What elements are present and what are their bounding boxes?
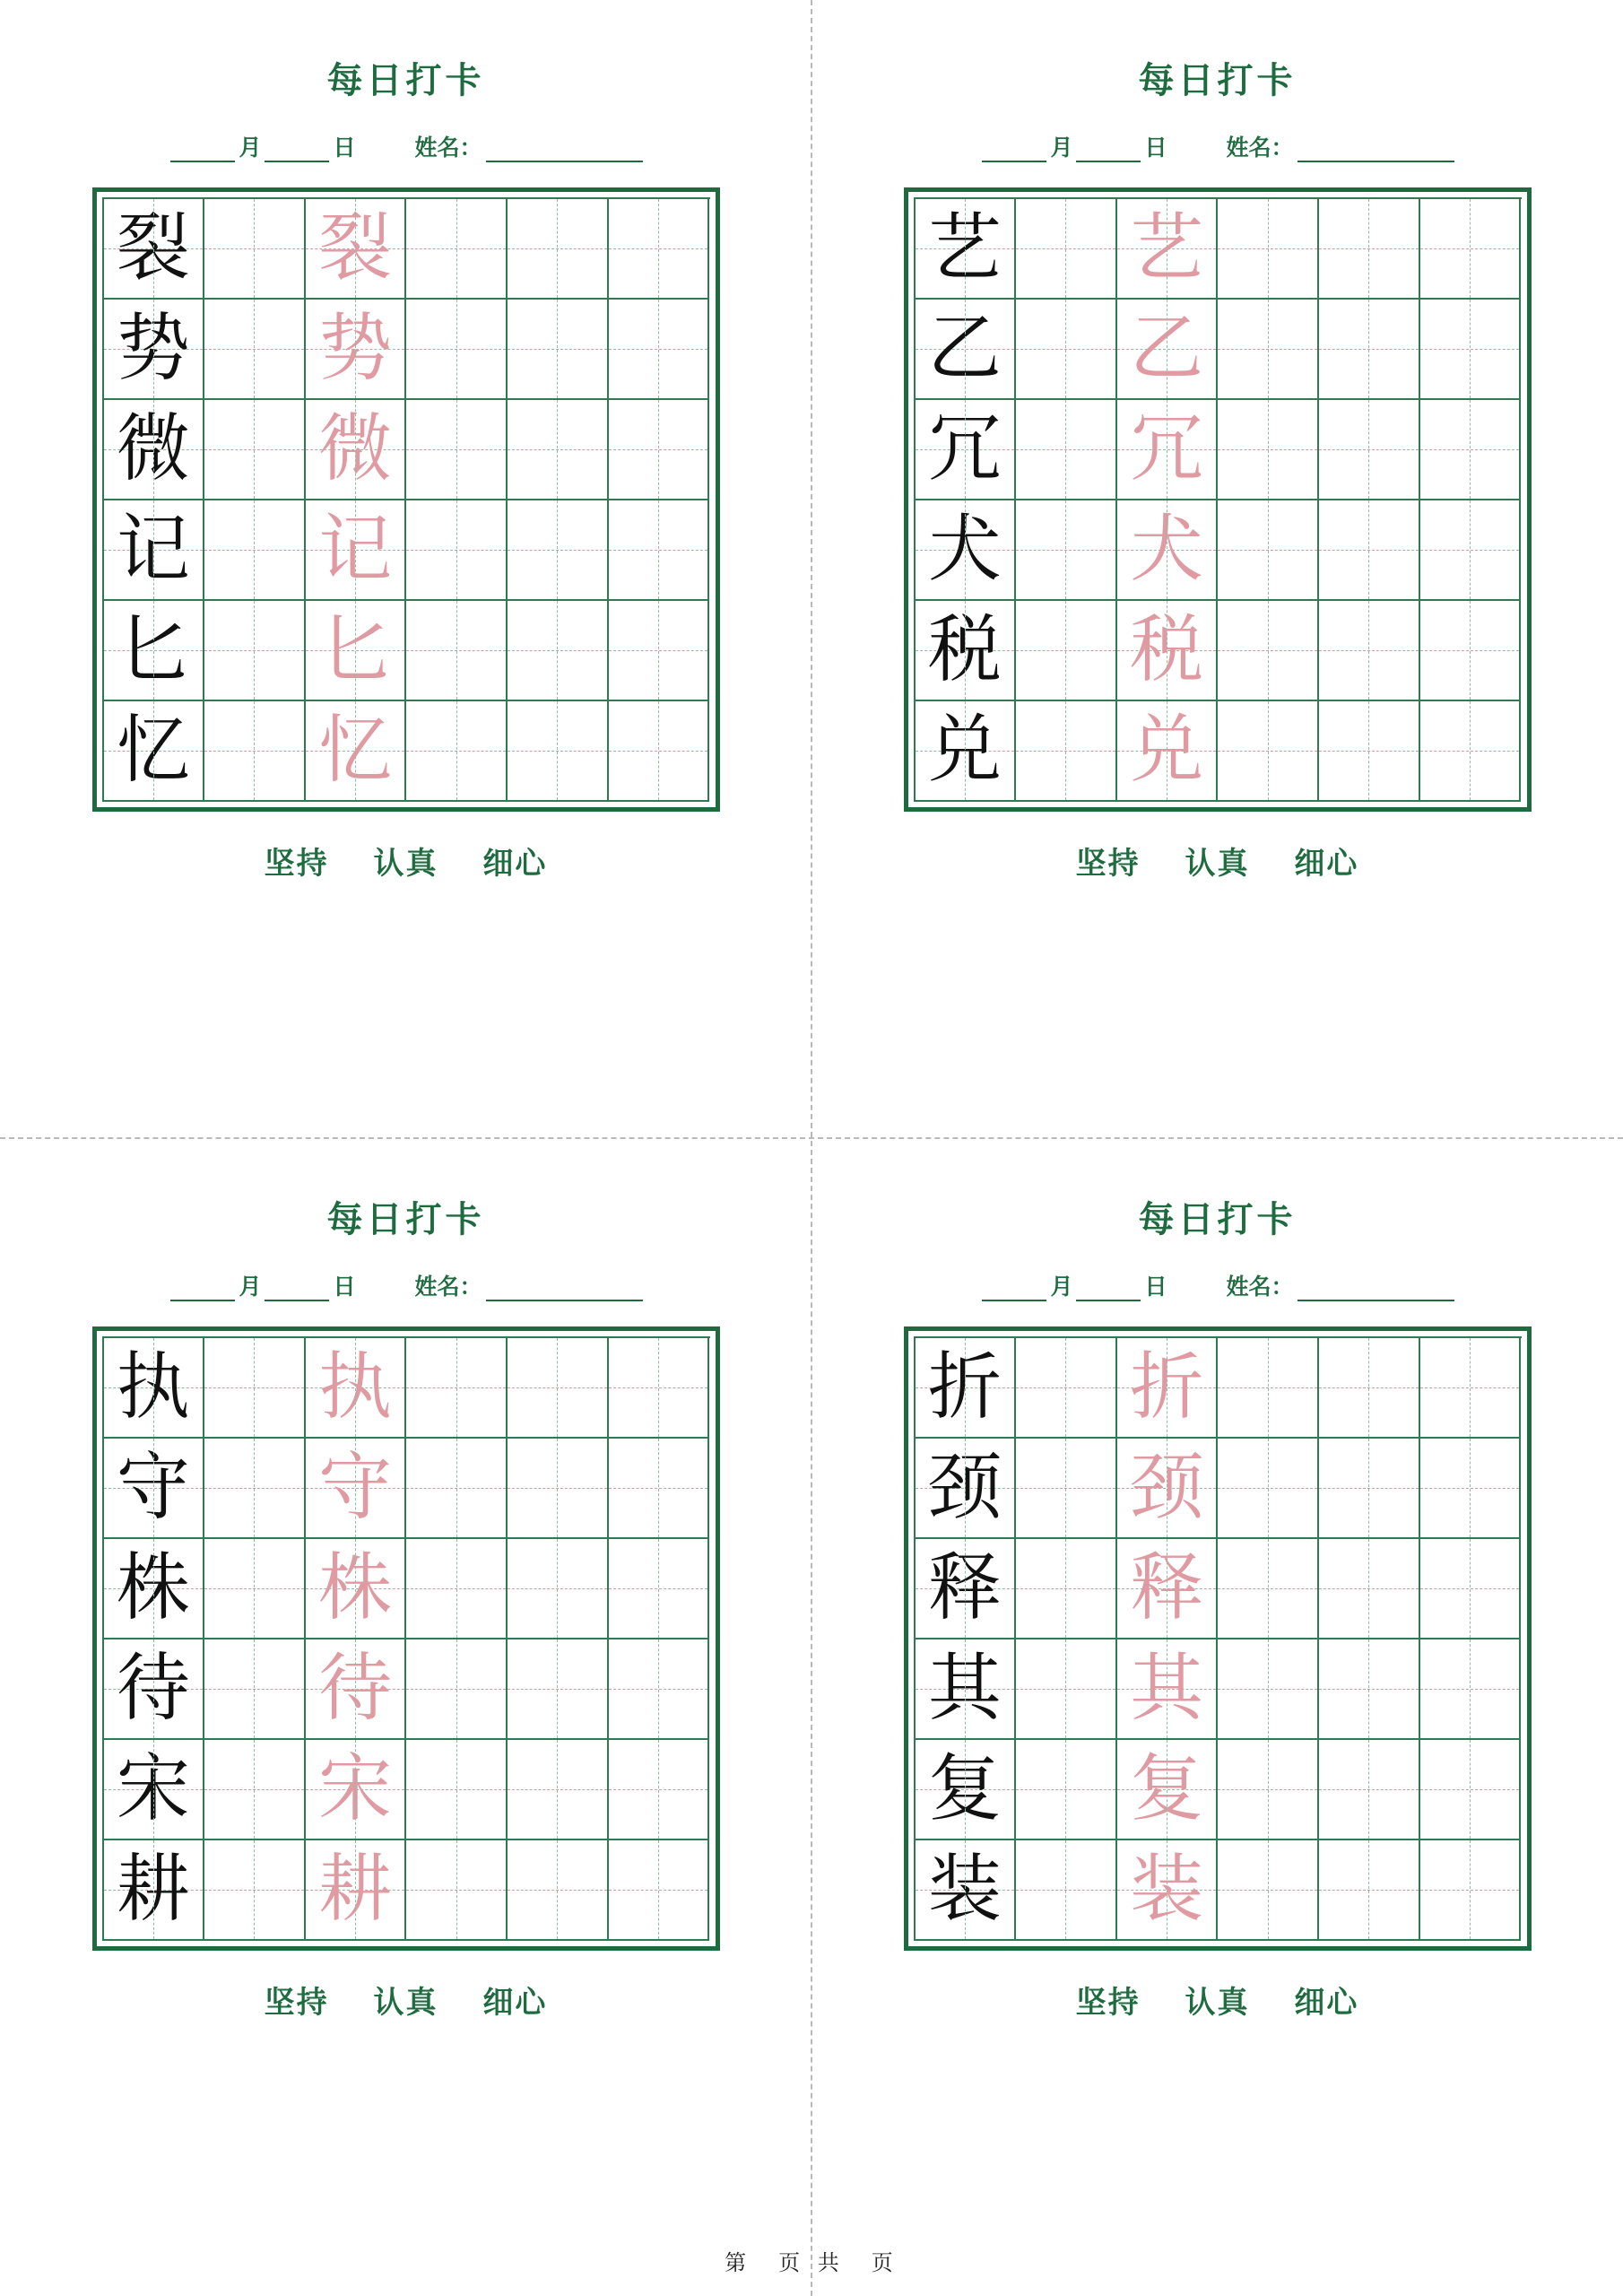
character-glyph-trace: 待 bbox=[318, 1646, 393, 1731]
grid-cell-empty[interactable] bbox=[1218, 1539, 1319, 1639]
grid-cell-trace[interactable] bbox=[1117, 1740, 1219, 1840]
grid-cell-empty[interactable] bbox=[1420, 500, 1522, 601]
meta-row bbox=[812, 1269, 1623, 1301]
character-glyph-trace: 宋 bbox=[318, 1746, 393, 1831]
character-glyph-trace: 执 bbox=[318, 1344, 393, 1430]
character-glyph: 裂 bbox=[116, 205, 190, 291]
grid-cell-empty[interactable] bbox=[609, 300, 710, 400]
day-input[interactable] bbox=[265, 139, 329, 162]
grid-cell-trace[interactable] bbox=[1117, 1539, 1219, 1639]
practice-card-top-right bbox=[812, 27, 1623, 883]
character-glyph-trace: 颈 bbox=[1130, 1445, 1204, 1530]
character-glyph: 记 bbox=[116, 507, 190, 592]
practice-card-bottom-left bbox=[0, 1166, 812, 2022]
grid-cell-trace[interactable] bbox=[1117, 701, 1219, 802]
grid-cell-empty[interactable] bbox=[204, 400, 306, 500]
character-glyph: 艺 bbox=[927, 205, 1002, 291]
grid-cell-empty[interactable] bbox=[1319, 400, 1420, 500]
character-glyph: 势 bbox=[116, 306, 190, 391]
grid-cell-empty[interactable] bbox=[1218, 300, 1319, 400]
grid-cell-trace[interactable] bbox=[306, 701, 407, 802]
grid-cell-empty[interactable] bbox=[1016, 300, 1117, 400]
name-label: 姓名： bbox=[414, 135, 482, 161]
grid-cell-trace[interactable] bbox=[1117, 199, 1219, 300]
grid-cell-empty[interactable] bbox=[609, 1439, 710, 1539]
practice-card-bottom-right bbox=[812, 1166, 1623, 2022]
grid-cell-trace[interactable] bbox=[306, 500, 407, 601]
grid-cell-empty[interactable] bbox=[1420, 701, 1522, 802]
grid-cell-trace[interactable] bbox=[1117, 500, 1219, 601]
grid-cell-empty[interactable] bbox=[1420, 1439, 1522, 1539]
character-glyph: 耕 bbox=[116, 1847, 190, 1932]
grid-cell-empty[interactable] bbox=[1319, 1539, 1420, 1639]
motto-word: 细心 bbox=[482, 846, 548, 882]
page-title: 每日打卡 bbox=[1138, 1198, 1297, 1240]
grid-cell-empty[interactable] bbox=[1016, 199, 1117, 300]
month-unit-label: 月 bbox=[239, 135, 262, 161]
grid-cell-empty[interactable] bbox=[204, 199, 306, 300]
character-glyph: 乙 bbox=[927, 306, 1002, 391]
grid-cell-empty[interactable] bbox=[508, 1338, 609, 1439]
motto-word: 细心 bbox=[1294, 846, 1359, 882]
motto-row bbox=[812, 1978, 1623, 2022]
name-input[interactable] bbox=[1298, 139, 1454, 162]
grid-cell-empty[interactable] bbox=[1319, 199, 1420, 300]
grid-cell-ink[interactable] bbox=[916, 1639, 1017, 1740]
grid-cell-ink[interactable] bbox=[916, 1338, 1017, 1439]
grid-cell-trace[interactable] bbox=[306, 1840, 407, 1941]
character-glyph: 微 bbox=[116, 406, 190, 491]
character-glyph-trace: 其 bbox=[1130, 1646, 1204, 1731]
grid-cell-empty[interactable] bbox=[406, 500, 508, 601]
grid-cell-ink[interactable] bbox=[916, 300, 1017, 400]
motto-word: 细心 bbox=[1294, 1985, 1359, 2021]
grid-cell-ink[interactable] bbox=[104, 601, 205, 701]
name-input[interactable] bbox=[486, 139, 643, 162]
grid-cell-empty[interactable] bbox=[1016, 1439, 1117, 1539]
grid-cell-empty[interactable] bbox=[204, 701, 306, 802]
grid-cell-empty[interactable] bbox=[508, 300, 609, 400]
grid-cell-empty[interactable] bbox=[1319, 1740, 1420, 1840]
motto-word: 坚持 bbox=[264, 846, 329, 882]
grid-cell-ink[interactable] bbox=[916, 601, 1017, 701]
motto-word: 坚持 bbox=[1075, 1985, 1141, 2021]
character-glyph-trace: 犬 bbox=[1130, 507, 1204, 592]
grid-cell-empty[interactable] bbox=[1016, 1639, 1117, 1740]
grid-cell-empty[interactable] bbox=[508, 1439, 609, 1539]
grid-cell-empty[interactable] bbox=[406, 1338, 508, 1439]
grid-cell-empty[interactable] bbox=[1016, 500, 1117, 601]
month-input[interactable] bbox=[170, 139, 235, 162]
grid-cell-ink[interactable] bbox=[104, 300, 205, 400]
grid-cell-empty[interactable] bbox=[508, 400, 609, 500]
month-unit-label: 月 bbox=[239, 1274, 262, 1300]
grid-cell-empty[interactable] bbox=[204, 300, 306, 400]
grid-cell-trace[interactable] bbox=[1117, 300, 1219, 400]
grid-cell-trace[interactable] bbox=[306, 400, 407, 500]
grid-cell-empty[interactable] bbox=[508, 199, 609, 300]
character-glyph-trace: 忆 bbox=[318, 708, 393, 793]
day-input[interactable] bbox=[1076, 1278, 1141, 1301]
meta-row bbox=[812, 130, 1623, 162]
character-glyph-trace: 艺 bbox=[1130, 205, 1204, 291]
day-input[interactable] bbox=[265, 1278, 329, 1301]
month-unit-label: 月 bbox=[1050, 135, 1073, 161]
grid-cell-empty[interactable] bbox=[609, 500, 710, 601]
grid-cell-empty[interactable] bbox=[1420, 601, 1522, 701]
grid-cell-ink[interactable] bbox=[104, 1338, 205, 1439]
name-label: 姓名： bbox=[1226, 135, 1294, 161]
grid-cell-empty[interactable] bbox=[1319, 1840, 1420, 1941]
character-glyph-trace: 势 bbox=[318, 306, 393, 391]
grid-cell-empty[interactable] bbox=[1420, 300, 1522, 400]
name-label: 姓名： bbox=[1226, 1274, 1294, 1300]
grid-cell-empty[interactable] bbox=[609, 1539, 710, 1639]
character-glyph-trace: 记 bbox=[318, 507, 393, 592]
grid-cell-ink[interactable] bbox=[104, 1840, 205, 1941]
grid-cell-empty[interactable] bbox=[1420, 1840, 1522, 1941]
grid-cell-empty[interactable] bbox=[204, 1639, 306, 1740]
day-unit-label: 日 bbox=[1144, 135, 1167, 161]
grid-cell-empty[interactable] bbox=[204, 1539, 306, 1639]
grid-cell-empty[interactable] bbox=[1420, 1639, 1522, 1740]
character-glyph: 待 bbox=[116, 1646, 190, 1731]
grid-cell-empty[interactable] bbox=[508, 1639, 609, 1740]
character-glyph: 折 bbox=[927, 1344, 1002, 1430]
grid-cell-empty[interactable] bbox=[1016, 1740, 1117, 1840]
grid-cell-trace[interactable] bbox=[306, 1740, 407, 1840]
grid-cell-trace[interactable] bbox=[306, 1338, 407, 1439]
grid-cell-ink[interactable] bbox=[104, 1740, 205, 1840]
grid-cell-empty[interactable] bbox=[508, 1740, 609, 1840]
grid-cell-trace[interactable] bbox=[1117, 1639, 1219, 1740]
grid-cell-ink[interactable] bbox=[916, 400, 1017, 500]
character-glyph: 装 bbox=[927, 1847, 1002, 1932]
name-label: 姓名： bbox=[414, 1274, 482, 1300]
grid-cell-ink[interactable] bbox=[916, 1439, 1017, 1539]
page-title: 每日打卡 bbox=[326, 59, 485, 101]
grid-cell-empty[interactable] bbox=[1218, 500, 1319, 601]
grid-cell-empty[interactable] bbox=[609, 400, 710, 500]
motto-word: 认真 bbox=[373, 846, 438, 882]
grid-cell-empty[interactable] bbox=[406, 300, 508, 400]
character-glyph: 冗 bbox=[927, 406, 1002, 491]
grid-cell-empty[interactable] bbox=[406, 1740, 508, 1840]
character-grid bbox=[92, 1326, 720, 1951]
character-glyph-trace: 释 bbox=[1130, 1545, 1204, 1631]
character-glyph: 颈 bbox=[927, 1445, 1002, 1530]
character-glyph-trace: 匕 bbox=[318, 607, 393, 692]
grid-cell-empty[interactable] bbox=[406, 601, 508, 701]
page-title: 每日打卡 bbox=[326, 1198, 485, 1240]
motto-word: 认真 bbox=[373, 1985, 438, 2021]
motto-row bbox=[0, 1978, 812, 2022]
grid-cell-empty[interactable] bbox=[1218, 1338, 1319, 1439]
month-input[interactable] bbox=[982, 139, 1046, 162]
character-glyph: 株 bbox=[116, 1545, 190, 1631]
grid-cell-empty[interactable] bbox=[406, 1639, 508, 1740]
grid-cell-trace[interactable] bbox=[306, 1439, 407, 1539]
grid-cell-empty[interactable] bbox=[406, 1840, 508, 1941]
grid-cell-ink[interactable] bbox=[916, 500, 1017, 601]
grid-cell-ink[interactable] bbox=[104, 701, 205, 802]
name-input[interactable] bbox=[486, 1278, 643, 1301]
character-glyph-trace: 耕 bbox=[318, 1847, 393, 1932]
grid-cell-trace[interactable] bbox=[1117, 601, 1219, 701]
grid-cell-empty[interactable] bbox=[1420, 1539, 1522, 1639]
meta-row bbox=[0, 1269, 812, 1301]
character-glyph: 其 bbox=[927, 1646, 1002, 1731]
grid-cell-empty[interactable] bbox=[1218, 601, 1319, 701]
grid-cell-empty[interactable] bbox=[204, 1740, 306, 1840]
motto-word: 认真 bbox=[1185, 1985, 1250, 2021]
motto-row bbox=[812, 839, 1623, 883]
grid-cell-empty[interactable] bbox=[1319, 1639, 1420, 1740]
grid-cell-empty[interactable] bbox=[406, 1439, 508, 1539]
character-glyph-trace: 微 bbox=[318, 406, 393, 491]
character-grid bbox=[904, 187, 1532, 812]
grid-cell-ink[interactable] bbox=[104, 1439, 205, 1539]
motto-row bbox=[0, 839, 812, 883]
character-glyph-trace: 复 bbox=[1130, 1746, 1204, 1831]
day-unit-label: 日 bbox=[333, 135, 356, 161]
grid-cell-ink[interactable] bbox=[916, 1740, 1017, 1840]
motto-word: 认真 bbox=[1185, 846, 1250, 882]
character-glyph-trace: 折 bbox=[1130, 1344, 1204, 1430]
day-unit-label: 日 bbox=[1144, 1274, 1167, 1300]
grid-cell-empty[interactable] bbox=[1420, 1740, 1522, 1840]
month-unit-label: 月 bbox=[1050, 1274, 1073, 1300]
meta-row bbox=[0, 130, 812, 162]
grid-cell-ink[interactable] bbox=[104, 1539, 205, 1639]
grid-cell-empty[interactable] bbox=[508, 1539, 609, 1639]
grid-cell-empty[interactable] bbox=[1420, 199, 1522, 300]
grid-cell-empty[interactable] bbox=[204, 1840, 306, 1941]
grid-cell-empty[interactable] bbox=[1016, 1539, 1117, 1639]
page-footer: 第 页 共 页 bbox=[725, 2250, 898, 2275]
character-glyph-trace: 冗 bbox=[1130, 406, 1204, 491]
character-glyph-trace: 株 bbox=[318, 1545, 393, 1631]
grid-cell-empty[interactable] bbox=[1218, 701, 1319, 802]
character-glyph-trace: 兑 bbox=[1130, 708, 1204, 793]
grid-cell-empty[interactable] bbox=[1319, 1439, 1420, 1539]
grid-cell-empty[interactable] bbox=[609, 199, 710, 300]
grid-cell-ink[interactable] bbox=[104, 1639, 205, 1740]
month-input[interactable] bbox=[982, 1278, 1046, 1301]
grid-cell-empty[interactable] bbox=[1016, 601, 1117, 701]
character-glyph-trace: 税 bbox=[1130, 607, 1204, 692]
grid-cell-ink[interactable] bbox=[104, 199, 205, 300]
character-grid bbox=[92, 187, 720, 812]
grid-cell-ink[interactable] bbox=[104, 400, 205, 500]
character-glyph: 宋 bbox=[116, 1746, 190, 1831]
grid-cell-empty[interactable] bbox=[406, 199, 508, 300]
character-glyph-trace: 裂 bbox=[318, 205, 393, 291]
grid-cell-empty[interactable] bbox=[1319, 300, 1420, 400]
grid-cell-trace[interactable] bbox=[306, 300, 407, 400]
day-unit-label: 日 bbox=[333, 1274, 356, 1300]
grid-cell-empty[interactable] bbox=[1319, 601, 1420, 701]
page-title: 每日打卡 bbox=[1138, 59, 1297, 101]
motto-word: 细心 bbox=[482, 1985, 548, 2021]
grid-cell-empty[interactable] bbox=[609, 701, 710, 802]
character-glyph: 犬 bbox=[927, 507, 1002, 592]
grid-cell-empty[interactable] bbox=[1218, 1639, 1319, 1740]
character-glyph-trace: 守 bbox=[318, 1445, 393, 1530]
grid-cell-ink[interactable] bbox=[916, 1840, 1017, 1941]
grid-cell-empty[interactable] bbox=[204, 1338, 306, 1439]
character-glyph: 释 bbox=[927, 1545, 1002, 1631]
grid-cell-empty[interactable] bbox=[406, 400, 508, 500]
grid-cell-empty[interactable] bbox=[1218, 1740, 1319, 1840]
grid-cell-empty[interactable] bbox=[1420, 1338, 1522, 1439]
grid-cell-ink[interactable] bbox=[104, 500, 205, 601]
grid-cell-empty[interactable] bbox=[1218, 1840, 1319, 1941]
character-glyph-trace: 乙 bbox=[1130, 306, 1204, 391]
grid-cell-trace[interactable] bbox=[1117, 400, 1219, 500]
grid-cell-empty[interactable] bbox=[609, 1740, 710, 1840]
practice-card-top-left bbox=[0, 27, 812, 883]
grid-cell-trace[interactable] bbox=[306, 1639, 407, 1740]
character-glyph: 忆 bbox=[116, 708, 190, 793]
grid-cell-empty[interactable] bbox=[1016, 1338, 1117, 1439]
grid-cell-empty[interactable] bbox=[508, 601, 609, 701]
character-glyph: 税 bbox=[927, 607, 1002, 692]
grid-cell-trace[interactable] bbox=[306, 1539, 407, 1639]
grid-cell-empty[interactable] bbox=[508, 1840, 609, 1941]
grid-cell-trace[interactable] bbox=[306, 601, 407, 701]
horizontal-cut-guide bbox=[0, 1137, 1623, 1139]
grid-cell-empty[interactable] bbox=[609, 1639, 710, 1740]
grid-cell-empty[interactable] bbox=[1319, 500, 1420, 601]
grid-cell-ink[interactable] bbox=[916, 1539, 1017, 1639]
grid-cell-empty[interactable] bbox=[508, 500, 609, 601]
grid-cell-empty[interactable] bbox=[1420, 400, 1522, 500]
grid-cell-ink[interactable] bbox=[916, 199, 1017, 300]
month-input[interactable] bbox=[170, 1278, 235, 1301]
grid-cell-empty[interactable] bbox=[609, 1840, 710, 1941]
grid-cell-empty[interactable] bbox=[204, 1439, 306, 1539]
grid-cell-empty[interactable] bbox=[406, 1539, 508, 1639]
grid-cell-empty[interactable] bbox=[1218, 400, 1319, 500]
character-glyph: 复 bbox=[927, 1746, 1002, 1831]
grid-cell-empty[interactable] bbox=[1218, 1439, 1319, 1539]
grid-cell-trace[interactable] bbox=[1117, 1840, 1219, 1941]
grid-cell-empty[interactable] bbox=[1016, 701, 1117, 802]
grid-cell-empty[interactable] bbox=[609, 1338, 710, 1439]
grid-cell-empty[interactable] bbox=[204, 500, 306, 601]
character-glyph-trace: 装 bbox=[1130, 1847, 1204, 1932]
grid-cell-empty[interactable] bbox=[1016, 1840, 1117, 1941]
character-grid bbox=[904, 1326, 1532, 1951]
motto-word: 坚持 bbox=[264, 1985, 329, 2021]
grid-cell-trace[interactable] bbox=[1117, 1338, 1219, 1439]
grid-cell-empty[interactable] bbox=[1319, 701, 1420, 802]
grid-cell-trace[interactable] bbox=[306, 199, 407, 300]
character-glyph: 兑 bbox=[927, 708, 1002, 793]
grid-cell-trace[interactable] bbox=[1117, 1439, 1219, 1539]
name-input[interactable] bbox=[1298, 1278, 1454, 1301]
character-glyph: 执 bbox=[116, 1344, 190, 1430]
grid-cell-ink[interactable] bbox=[916, 701, 1017, 802]
grid-cell-empty[interactable] bbox=[1016, 400, 1117, 500]
motto-word: 坚持 bbox=[1075, 846, 1141, 882]
grid-cell-empty[interactable] bbox=[406, 701, 508, 802]
grid-cell-empty[interactable] bbox=[508, 701, 609, 802]
grid-cell-empty[interactable] bbox=[1218, 199, 1319, 300]
character-glyph: 匕 bbox=[116, 607, 190, 692]
character-glyph: 守 bbox=[116, 1445, 190, 1530]
grid-cell-empty[interactable] bbox=[609, 601, 710, 701]
day-input[interactable] bbox=[1076, 139, 1141, 162]
grid-cell-empty[interactable] bbox=[1319, 1338, 1420, 1439]
grid-cell-empty[interactable] bbox=[204, 601, 306, 701]
